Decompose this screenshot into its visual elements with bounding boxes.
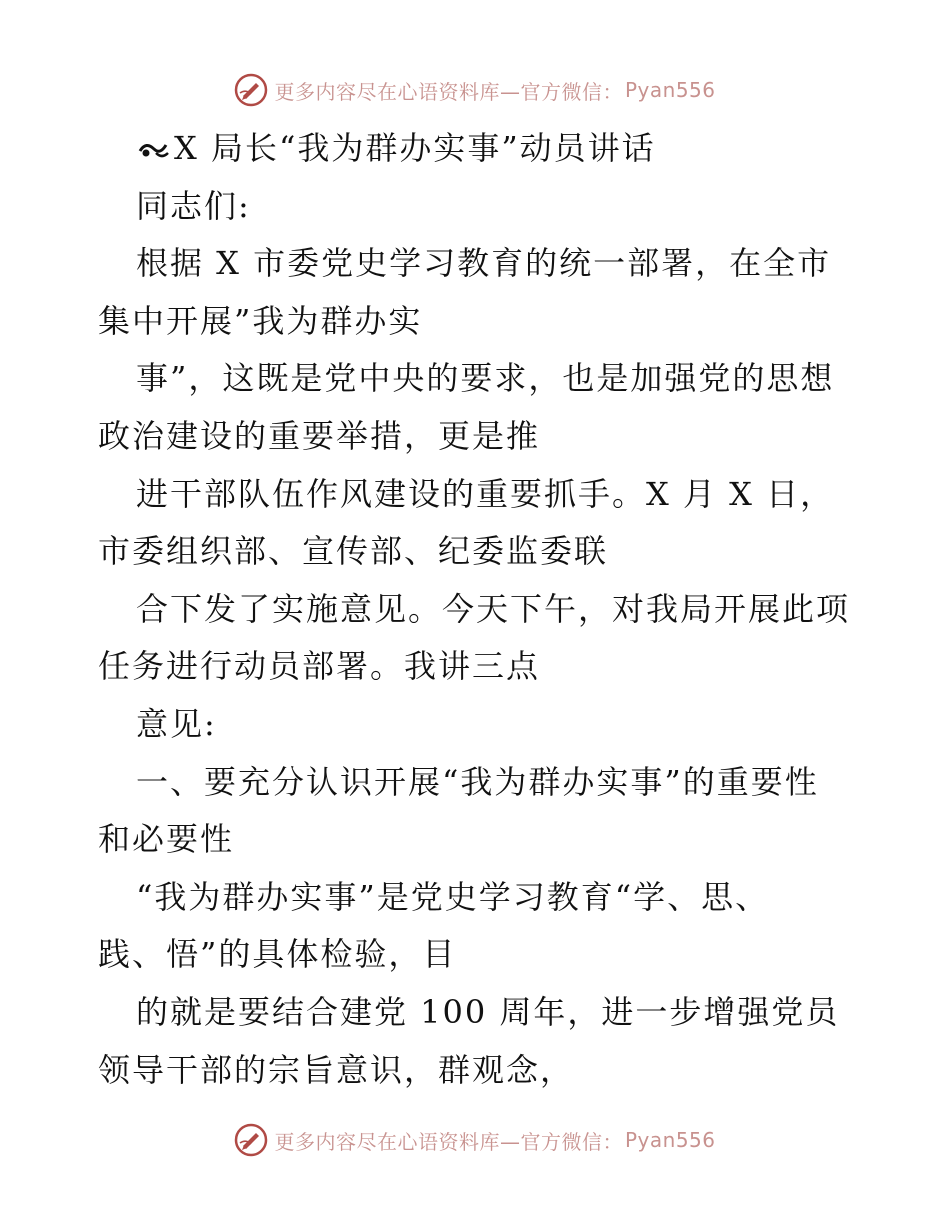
watermark-banner-bottom: [0, 1122, 950, 1158]
text-line: 政治建设的重要举措，更是推: [98, 416, 541, 455]
watermark-banner-top: [0, 72, 950, 108]
text-line: 同志们:: [136, 186, 251, 225]
book-pen-logo-icon: [234, 73, 268, 107]
text-line: 根据 X 市委党史学习教育的统一部署，在全市: [136, 244, 832, 283]
text-line: 集中开展”我为群办实: [98, 301, 423, 340]
flourish-bullet-icon: [136, 133, 172, 163]
text-line: 市委组织部、宣传部、纪委监委联: [98, 532, 609, 571]
text-line: 一、要充分认识开展“我为群办实事”的重要性: [136, 762, 819, 801]
watermark-text: 更多内容尽在心语资料库—官方微信：: [274, 1129, 623, 1154]
watermark-text: 更多内容尽在心语资料库—官方微信：: [274, 79, 623, 104]
text-line: 践、悟”的具体检验，目: [98, 935, 457, 974]
text-line: 合下发了实施意见。今天下午，对我局开展此项: [136, 589, 851, 628]
document-body: [98, 120, 858, 1099]
document-title-text: X 局长“我为群办实事”动员讲话: [174, 129, 656, 167]
book-pen-logo-icon: [234, 1123, 268, 1157]
text-line: 的就是要结合建党 100 周年，进一步增强党员: [136, 992, 840, 1031]
text-line: 和必要性: [98, 820, 235, 859]
text-line: 意见:: [136, 704, 217, 743]
text-line: 领导干部的宗旨意识，群观念，: [98, 1050, 575, 1089]
wechat-account: Pyan556: [624, 1128, 716, 1152]
text-line: 进干部队伍作风建设的重要抓手。X 月 X 日，: [136, 474, 835, 513]
document-title: [98, 120, 858, 178]
text-line: 事”，这既是党中央的要求，也是加强党的思想: [136, 359, 835, 398]
text-line: “我为群办实事”是党史学习教育“学、思、: [136, 877, 770, 916]
wechat-account: Pyan556: [624, 78, 716, 102]
text-line: 任务进行动员部署。我讲三点: [98, 647, 541, 686]
